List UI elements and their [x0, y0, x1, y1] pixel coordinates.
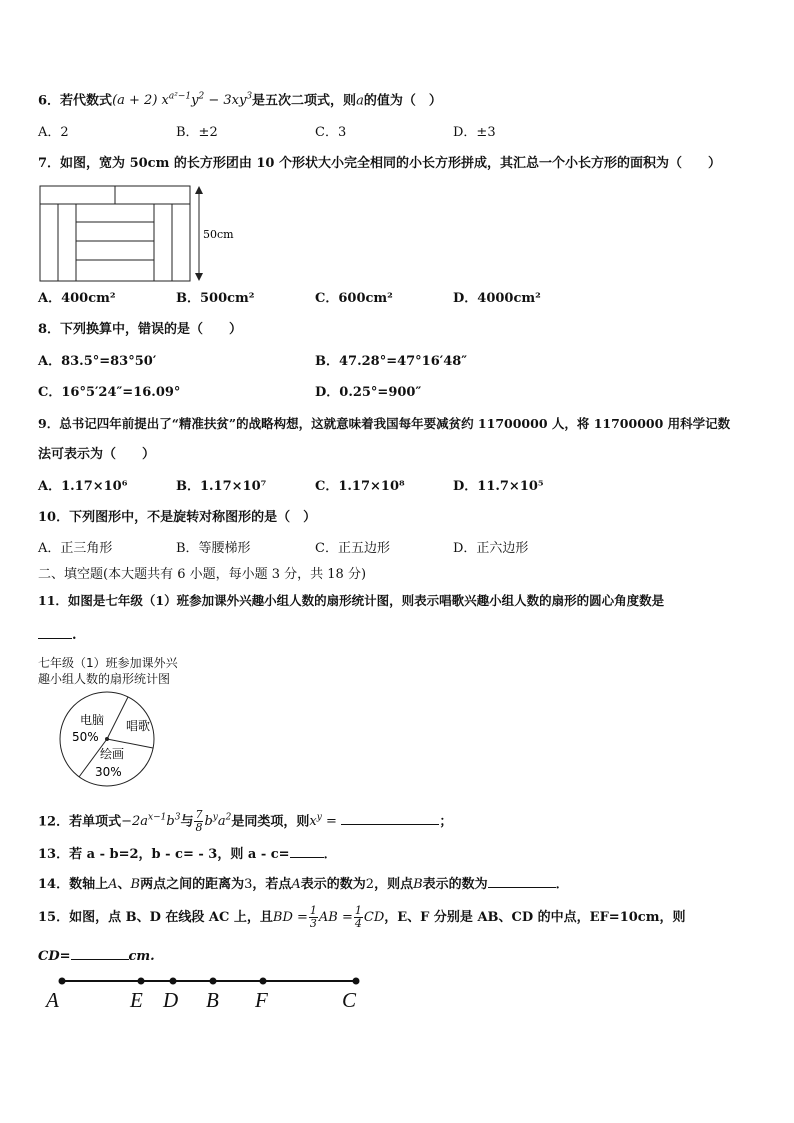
q9-option-c[interactable]: C．1.17×10⁸	[315, 479, 405, 494]
q9-option-d[interactable]: D．11.7×10⁵	[453, 479, 544, 494]
q14-point-a-2: A	[291, 877, 301, 892]
q6-line	[38, 88, 442, 110]
q14-answer-blank[interactable]	[488, 873, 556, 888]
q15-line2	[38, 945, 155, 966]
q14-point-b: B	[130, 877, 141, 892]
q11-answer-line: .	[38, 624, 77, 645]
q10-option-c[interactable]: C．正五边形	[315, 541, 390, 556]
q12-suffix: 是同类项，则	[231, 814, 310, 830]
q15-f1-num: 1	[309, 904, 317, 917]
q9-question-line1: 9．总书记四年前提出了“精准扶贫”的战略构想，这就意味着我国每年要减贫约 11700000 人，将 11700000 用科学记数	[38, 416, 731, 431]
q14-text-e: 表示的数为	[300, 877, 366, 892]
q14-text-g: 表示的数为	[422, 877, 488, 892]
q12-line	[38, 805, 452, 835]
point-c-dot	[353, 978, 360, 985]
q7-option-c[interactable]: C．600cm²	[315, 291, 393, 306]
q14-line	[38, 873, 569, 894]
point-e-dot	[138, 978, 145, 985]
q7-question: 7．如图，宽为 50cm 的长方形团由 10 个形状大小完全相同的小长方形拼成，其汇总一个小长方形的面积为（ ）	[38, 156, 722, 171]
point-f-dot	[260, 978, 267, 985]
q15-f1-den: 3	[309, 917, 317, 930]
q11-question: 11．如图是七年级（1）班参加课外兴趣小组人数的扇形统计图，则表示唱歌兴趣小组人数的扇形的圆心角度数是	[38, 593, 665, 608]
q15-eq-right: CD	[363, 910, 385, 925]
q15-line2-suffix: cm.	[128, 949, 155, 964]
q10-option-d[interactable]: D．正六边形	[453, 541, 529, 556]
q14-end: ．	[555, 877, 569, 892]
q12-prefix: 若单项式	[69, 814, 122, 830]
q9-option-b[interactable]: B．1.17×10⁷	[176, 479, 267, 494]
q14-point-a: A	[108, 877, 118, 892]
pie-center	[105, 737, 109, 741]
q15-line2-prefix: CD=	[38, 949, 71, 964]
q12-mid: 与	[180, 814, 194, 830]
q11-pie-title-1: 七年级（1）班参加课外兴	[38, 656, 178, 670]
q13-text: 13．若 a - b=2，b - c= - 3，则 a - c=	[38, 847, 290, 862]
q8-option-a[interactable]: A．83.5°=83°50′	[38, 354, 157, 369]
q6-option-b[interactable]: B．±2	[176, 125, 218, 140]
point-c-label: C	[342, 988, 357, 1012]
q7-option-a[interactable]: A．400cm²	[38, 291, 116, 306]
point-d-dot	[170, 978, 177, 985]
point-b-label: B	[206, 988, 219, 1012]
point-e-label: E	[130, 988, 143, 1012]
q14-text-c: 两点之间的距离为	[140, 877, 245, 892]
point-d-label: D	[163, 988, 179, 1012]
q11-pie-chart	[55, 690, 165, 790]
q11-pie-title-2: 趣小组人数的扇形统计图	[38, 672, 171, 686]
q14-distance: 3	[244, 877, 253, 892]
q8-question: 8．下列换算中，错误的是（ ）	[38, 322, 243, 337]
q10-option-b[interactable]: B．等腰梯形	[176, 541, 251, 556]
q8-option-d[interactable]: D．0.25°=900″	[315, 385, 422, 400]
q15-suffix: ，E、F 分别是 AB、CD 的中点，EF=10cm，则	[384, 910, 686, 925]
q15-prefix: 15．如图，点 B、D 在线段 AC 上，且	[38, 910, 273, 925]
q12-frac-num: 7	[195, 808, 203, 822]
q7-option-b[interactable]: B．500cm²	[176, 291, 255, 306]
q10-option-a[interactable]: A．正三角形	[38, 541, 113, 556]
pie-label-computer: 电脑	[80, 713, 105, 727]
q12-frac-den: 8	[195, 821, 203, 835]
q6-tail: 的值为（ ）	[363, 93, 442, 109]
q14-point-b-2: B	[413, 877, 423, 892]
q9-option-a[interactable]: A．1.17×10⁶	[38, 479, 128, 494]
q12-expr1: $-2a^{x-1}b^3$	[121, 813, 181, 830]
q6-prefix: 若代数式	[60, 93, 113, 109]
q15-eq-mid: AB =	[318, 910, 353, 925]
point-f-label: F	[255, 988, 268, 1012]
q6-option-c[interactable]: C．3	[315, 125, 347, 140]
point-a-dot	[59, 978, 66, 985]
pie-pct-computer: 50%	[72, 730, 99, 744]
section-heading: 二、填空题(本大题共有 6 小题，每小题 3 分，共 18 分)	[38, 567, 367, 582]
q8-option-b[interactable]: B．47.28°=47°16′48″	[315, 354, 468, 369]
q14-text-a: 14．数轴上	[38, 877, 109, 892]
q8-option-c[interactable]: C．16°5′24″=16.09°	[38, 385, 181, 400]
q14-text-b: 、	[117, 877, 131, 892]
q12-answer-blank[interactable]	[341, 810, 439, 825]
q15-answer-blank[interactable]	[71, 945, 129, 960]
q13-answer-blank[interactable]	[290, 843, 324, 858]
q12-number: 12．	[38, 814, 70, 830]
pie-label-drawing: 绘画	[100, 747, 125, 761]
q12-expr2: $b^ya^2$	[204, 813, 232, 830]
q14-text-d: ，若点	[252, 877, 292, 892]
q11-answer-blank[interactable]	[38, 624, 72, 639]
point-a-label: A	[46, 988, 59, 1012]
q12-expr3: $x^y$ =	[309, 813, 337, 830]
pie-label-singing: 唱歌	[126, 719, 151, 733]
point-b-dot	[210, 978, 217, 985]
q15-line	[38, 905, 685, 931]
q15-fraction-2	[354, 905, 363, 930]
q13-end: ．	[323, 847, 337, 862]
q7-rectangle-figure	[38, 184, 248, 284]
q6-var: a	[356, 93, 364, 109]
q15-f2-num: 1	[354, 904, 362, 917]
q7-width-label: 50cm	[203, 228, 234, 241]
q12-end: ；	[439, 814, 453, 830]
q7-option-d[interactable]: D．4000cm²	[453, 291, 541, 306]
q6-number: 6．	[38, 93, 61, 109]
q10-question: 10．下列图形中，不是旋转对称图形的是（ ）	[38, 510, 317, 525]
q14-value: 2	[365, 877, 375, 892]
pie-pct-drawing: 30%	[95, 765, 122, 779]
q15-eq-left: BD =	[272, 910, 308, 925]
q6-expr: (a + 2) $x^{a^2-1}y^2 - 3xy^3$	[112, 92, 253, 109]
q13-line	[38, 843, 337, 864]
q15-f2-den: 4	[354, 917, 362, 930]
q6-option-d[interactable]: D．±3	[453, 125, 496, 140]
q9-question-line2: 法可表示为（ ）	[38, 447, 156, 462]
q6-option-a[interactable]: A．2	[38, 125, 69, 140]
q12-fraction	[194, 809, 203, 834]
q14-text-f: ，则点	[374, 877, 414, 892]
q15-segment-figure	[38, 970, 368, 1015]
q6-suffix: 是五次二项式，则	[252, 93, 357, 109]
q15-fraction-1	[309, 905, 318, 930]
